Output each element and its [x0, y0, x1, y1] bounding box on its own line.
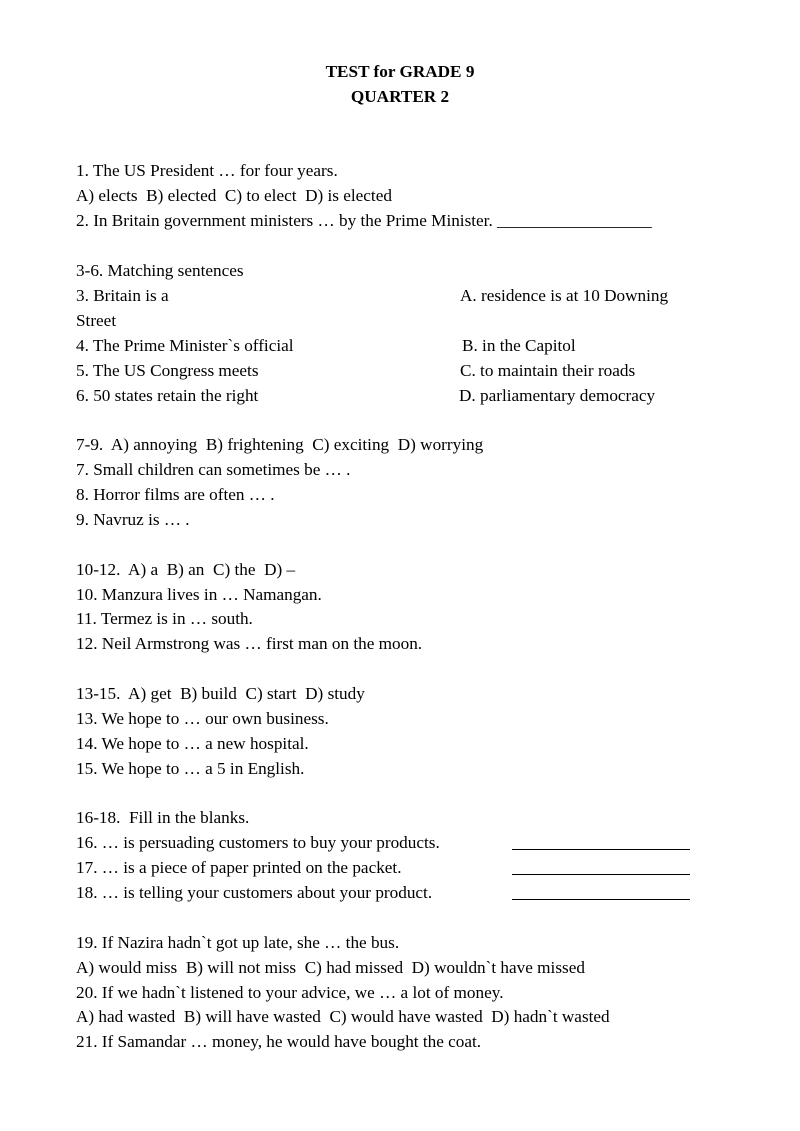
- question-17: 17. … is a piece of paper printed on the packet.: [76, 858, 402, 877]
- page-subtitle: QUARTER 2: [350, 87, 450, 106]
- question-10: 10. Manzura lives in … Namangan.: [76, 585, 322, 604]
- question-19: 19. If Nazira hadn`t got up late, she … the bus.: [76, 933, 400, 952]
- match-option-a: A. residence is at 10 Downing: [460, 286, 669, 305]
- question-18: 18. … is telling your customers about your product.: [76, 883, 433, 902]
- group-10-12-options: 10-12. A) a B) an C) the D) –: [76, 560, 296, 579]
- question-1-options: A) elects B) elected C) to elect D) is elected: [76, 186, 392, 205]
- question-6: 6. 50 states retain the right: [76, 386, 259, 405]
- question-5: 5. The US Congress meets: [76, 361, 259, 380]
- question-16: 16. … is persuading customers to buy your products.: [76, 833, 440, 852]
- question-4: 4. The Prime Minister`s official: [76, 336, 294, 355]
- group-13-15-options: 13-15. A) get B) build C) start D) study: [76, 684, 365, 703]
- question-7: 7. Small children can sometimes be … .: [76, 460, 351, 479]
- question-2: 2. In Britain government ministers … by the Prime Minister. __________________: [76, 211, 652, 230]
- question-13: 13. We hope to … our own business.: [76, 709, 329, 728]
- question-20-options: A) had wasted B) will have wasted C) would have wasted D) hadn`t wasted: [76, 1007, 610, 1026]
- page-title: TEST for GRADE 9: [325, 62, 475, 81]
- question-9: 9. Navruz is … .: [76, 510, 190, 529]
- group-16-18-header: 16-18. Fill in the blanks.: [76, 808, 250, 827]
- question-14: 14. We hope to … a new hospital.: [76, 734, 309, 753]
- question-15: 15. We hope to … a 5 in English.: [76, 759, 305, 778]
- answer-blank-18[interactable]: [512, 899, 690, 900]
- question-12: 12. Neil Armstrong was … first man on the moon.: [76, 634, 423, 653]
- answer-blank-16[interactable]: [512, 849, 690, 850]
- question-20: 20. If we hadn`t listened to your advice, we … a lot of money.: [76, 983, 504, 1002]
- match-option-c: C. to maintain their roads: [460, 361, 636, 380]
- question-8: 8. Horror films are often … .: [76, 485, 275, 504]
- question-21: 21. If Samandar … money, he would have bought the coat.: [76, 1032, 482, 1051]
- answer-blank-17[interactable]: [512, 874, 690, 875]
- question-11: 11. Termez is in … south.: [76, 609, 253, 628]
- match-option-d: D. parliamentary democracy: [459, 386, 656, 405]
- question-1: 1. The US President … for four years.: [76, 161, 338, 180]
- question-19-options: A) would miss B) will not miss C) had missed D) wouldn`t have missed: [76, 958, 585, 977]
- group-7-9-options: 7-9. A) annoying B) frightening C) exciting D) worrying: [76, 435, 484, 454]
- matching-header: 3-6. Matching sentences: [76, 261, 244, 280]
- match-option-b: B. in the Capitol: [462, 336, 576, 355]
- question-3: 3. Britain is a: [76, 286, 169, 305]
- match-option-a-wrap: Street: [76, 311, 117, 330]
